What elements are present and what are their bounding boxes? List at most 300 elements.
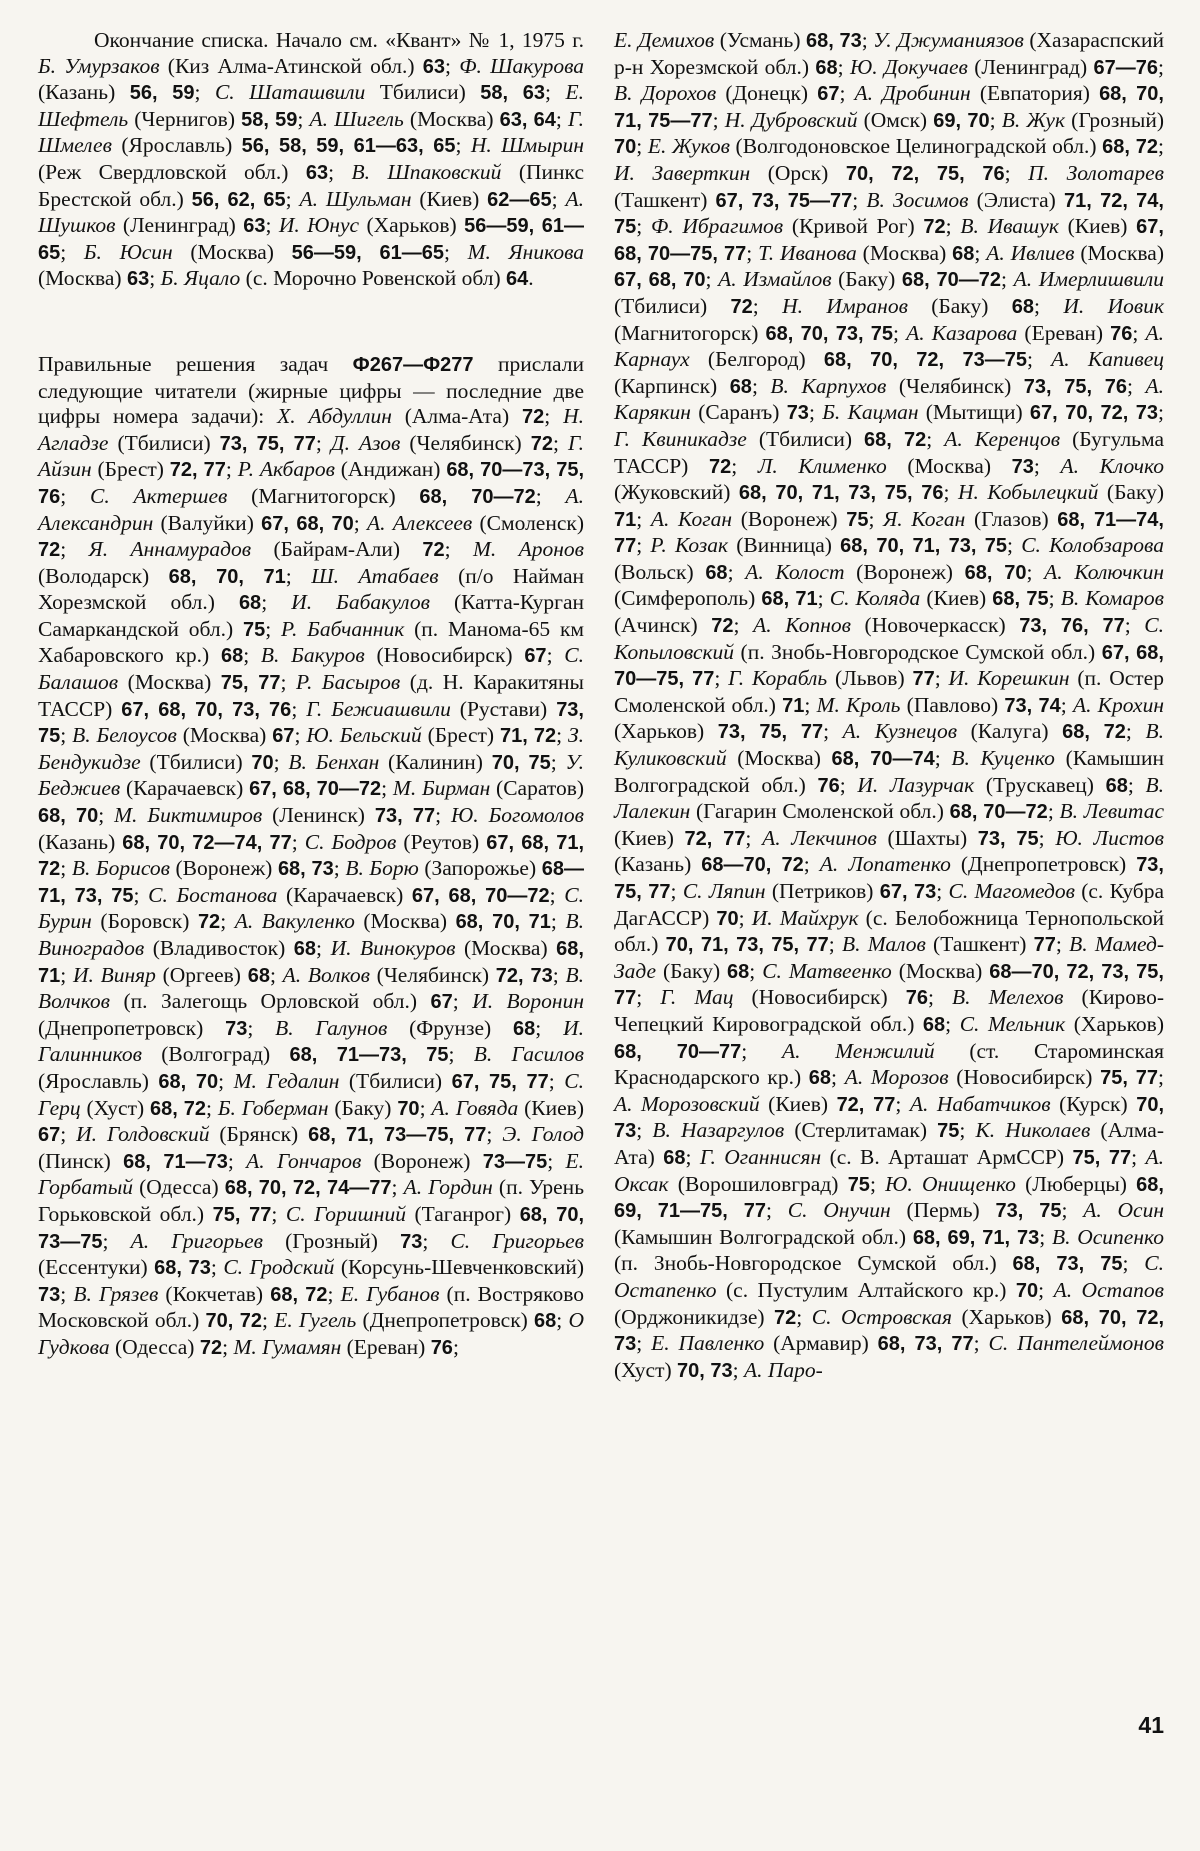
text-fragment: (Одесса) <box>133 1175 225 1200</box>
problem-numbers: 56, 58, 59, 61—63, 65 <box>241 135 456 158</box>
text-fragment: ; <box>280 670 297 695</box>
text-fragment: (Брест) <box>91 457 170 482</box>
text-fragment: (Белгород) <box>689 347 824 372</box>
text-fragment: ; <box>705 267 719 292</box>
text-fragment: (Орджоникидзе) <box>614 1304 775 1329</box>
text-fragment: (Москва) <box>1074 240 1164 265</box>
text-fragment: ; <box>751 373 771 398</box>
problem-numbers: 68, 70, 71 <box>168 565 286 588</box>
text-fragment: (Львов) <box>827 666 913 691</box>
text-fragment: ; <box>443 239 468 264</box>
correct-solutions-continued-paragraph <box>614 28 1164 1384</box>
text-fragment: ; <box>1033 293 1064 318</box>
text-fragment: ; <box>60 239 84 264</box>
text-fragment: (Запорожье) <box>418 856 542 881</box>
text-fragment: ; <box>1122 1251 1145 1276</box>
problem-numbers: 68 <box>808 1067 832 1090</box>
text-fragment: ; <box>1126 373 1146 398</box>
reader-name: В. Виноградов <box>38 909 584 960</box>
reader-name: Н. Имранов <box>782 293 908 318</box>
text-fragment: ; <box>535 1015 564 1040</box>
text-fragment: (Кривой Рог) <box>783 214 924 239</box>
text-fragment: ; <box>555 106 568 131</box>
reader-name: Г. Оганнисян <box>699 1144 822 1169</box>
problem-numbers: 68 <box>663 1146 686 1169</box>
problem-numbers: 63, 64 <box>499 108 556 131</box>
problem-numbers: 68, 70—72 <box>949 801 1048 824</box>
text-fragment: (Гагарин Смоленской обл.) <box>690 799 950 824</box>
text-fragment: ; <box>556 1308 569 1333</box>
problem-numbers: 67 <box>38 1124 61 1147</box>
text-fragment: (с. Белобожница Тернопольской обл.) <box>614 905 1164 957</box>
text-fragment: (Днепропетровск) <box>356 1308 535 1333</box>
text-fragment: (Владивосток) <box>144 936 294 960</box>
reader-name: Я. Аннамурадов <box>88 537 252 562</box>
problem-numbers: Ф267—Ф277 <box>352 353 474 376</box>
problem-numbers: 68, 70—73, 75, 76 <box>38 459 584 508</box>
problem-numbers: 68, 73 <box>154 1257 211 1280</box>
text-fragment: (Ворошиловград) <box>668 1171 848 1196</box>
text-fragment: . <box>528 266 534 291</box>
text-fragment: (Трускавец) <box>974 772 1106 797</box>
problem-numbers: 73 <box>38 1283 61 1306</box>
text-fragment: (Воронеж) <box>361 1148 483 1173</box>
text-fragment: ; <box>452 1334 459 1359</box>
text-fragment: ; <box>746 240 759 265</box>
text-fragment: (Ленинград) <box>115 213 244 238</box>
text-fragment: ; <box>435 803 452 828</box>
reader-name: А. Гордин <box>403 1175 493 1200</box>
problem-numbers: 56—59, 61—65 <box>38 215 584 264</box>
reader-name: В. Гасилов <box>473 1042 584 1067</box>
text-fragment: ; <box>102 1228 131 1253</box>
problem-numbers: 72 <box>422 539 445 562</box>
text-fragment: (Ессентуки) <box>38 1255 155 1280</box>
problem-numbers: 67—76 <box>1093 56 1158 79</box>
text-fragment: ; <box>206 1095 218 1120</box>
text-fragment: ; <box>1048 586 1061 611</box>
text-fragment: (Харьков) <box>614 719 718 744</box>
problem-numbers: 75, 77 <box>1072 1146 1132 1169</box>
text-fragment: (Калинин) <box>379 749 492 774</box>
reader-name: Н. Шмырин <box>470 133 584 158</box>
reader-name: В. Шпаковский <box>351 159 502 184</box>
text-fragment: ; <box>194 80 215 105</box>
problem-numbers: 76 <box>1110 322 1133 345</box>
text-fragment: ; <box>552 962 566 987</box>
text-fragment: (Ленинск) <box>262 803 375 828</box>
reader-name: П. Золотарев <box>1028 160 1164 185</box>
reader-name: А. Набатчиков <box>909 1091 1051 1116</box>
problem-numbers: 70, 73 <box>677 1359 733 1382</box>
problem-numbers: 68, 70, 73, 75 <box>765 322 894 345</box>
correct-solutions-paragraph <box>38 352 584 1362</box>
problem-numbers: 73, 76, 77 <box>1019 615 1125 638</box>
text-fragment: (с. Морочно Ровенской обл) <box>240 266 507 291</box>
text-fragment: ; <box>60 537 89 562</box>
text-fragment: (Смоленск) <box>472 510 585 535</box>
text-fragment: ; <box>285 563 312 588</box>
text-fragment: (Москва) <box>38 266 127 291</box>
text-fragment: (Казань) <box>38 829 123 854</box>
reader-name: С. Григорьев <box>450 1228 584 1253</box>
text-fragment: (Новосибирск) <box>948 1065 1101 1090</box>
text-fragment: (Новочеркасск) <box>850 613 1020 638</box>
problem-numbers: 68 <box>952 242 975 265</box>
text-fragment: (Тбилиси) <box>140 749 252 774</box>
journal-page <box>38 28 1164 1818</box>
problem-numbers: 70 <box>251 751 274 774</box>
text-fragment: (Павлово) <box>900 692 1005 717</box>
problem-numbers: 76 <box>905 987 928 1010</box>
text-fragment: (Ярославль) <box>38 1068 159 1093</box>
problem-numbers: 70, 75 <box>491 751 551 774</box>
text-fragment: (Ереван) <box>1017 320 1111 345</box>
reader-name: И. Бабакулов <box>291 590 430 615</box>
problem-numbers: 68 <box>247 964 270 987</box>
text-fragment: ; <box>455 133 471 158</box>
text-fragment: (Воронеж) <box>844 559 965 584</box>
text-fragment: (Ачинск) <box>614 613 712 638</box>
text-fragment: ; <box>220 909 235 934</box>
problem-numbers: 67, 68, 70 <box>614 269 706 292</box>
reader-name: Л. Клименко <box>757 453 887 478</box>
problem-numbers: 75 <box>847 1173 870 1196</box>
reader-name: А. Дробинин <box>854 81 971 106</box>
right-column <box>614 28 1164 1384</box>
problem-numbers: 67, 70, 72, 73 <box>1029 402 1159 425</box>
text-fragment: (Таганрог) <box>405 1201 520 1226</box>
reader-name: Р. Козак <box>650 533 729 558</box>
text-fragment: (Волгодоновское Целиноградской обл.) <box>729 134 1103 159</box>
reader-name: Ю. Листов <box>1055 825 1164 850</box>
text-fragment: (Москва) <box>176 723 273 748</box>
text-fragment: ; <box>945 214 961 239</box>
reader-name: В. Назаргулов <box>652 1118 785 1143</box>
text-fragment: (д. Н. Каракитяны ТАССР) <box>38 670 584 721</box>
problem-numbers: 72 <box>711 615 734 638</box>
problem-numbers: 68—70, 72, 73, 75, 77 <box>614 960 1164 1010</box>
text-fragment: ; <box>927 985 953 1010</box>
problem-numbers: 62—65 <box>487 188 552 211</box>
problem-numbers: 56—59, 61—65 <box>291 241 444 264</box>
problem-numbers: 70 <box>1015 1279 1039 1302</box>
text-fragment: ; <box>448 1042 474 1067</box>
reader-name: И. Голдовский <box>76 1122 210 1147</box>
problem-numbers: 72, 77 <box>836 1093 896 1116</box>
problem-numbers: 72 <box>199 1336 223 1359</box>
text-fragment: ; <box>327 1281 341 1306</box>
reader-name: В. Комаров <box>1060 586 1164 611</box>
text-fragment: ; <box>546 643 565 668</box>
text-fragment: ; <box>831 1065 845 1090</box>
problem-numbers: 73, 75, 76 <box>1023 375 1127 398</box>
problem-numbers: 63 <box>243 215 266 238</box>
text-fragment: ; <box>60 1281 74 1306</box>
reader-name: В. Лалекин <box>614 772 1164 824</box>
text-fragment: ; <box>547 1148 566 1173</box>
reader-name: А. Остапов <box>1053 1277 1164 1302</box>
text-fragment: (Киев) <box>759 1091 837 1116</box>
reader-name: А. Паро- <box>744 1357 823 1382</box>
reader-name: Е. Демихов <box>614 28 715 52</box>
text-fragment: ; <box>1026 559 1045 584</box>
reader-name: С. Онучин <box>787 1198 891 1223</box>
text-fragment: (Москва) <box>726 746 832 771</box>
text-fragment: (Москва) <box>455 936 557 960</box>
page-number: 41 <box>1138 1712 1164 1738</box>
text-fragment: (Брест) <box>421 723 500 748</box>
text-fragment: ; <box>149 266 161 291</box>
reader-name: А. Ивлиев <box>986 240 1075 265</box>
problem-numbers: 67 <box>430 991 453 1014</box>
problem-numbers: 68, 72 <box>864 428 927 451</box>
text-fragment: ; <box>1158 54 1164 79</box>
problem-numbers: 68, 75 <box>992 588 1049 611</box>
text-fragment: ; <box>934 746 952 771</box>
text-fragment: ; <box>60 856 72 881</box>
text-fragment: ; <box>273 749 289 774</box>
problem-numbers: 67, 68, 70—72 <box>249 778 382 801</box>
problem-numbers: 68, 71—74, 77 <box>614 508 1164 558</box>
problem-numbers: 73 <box>786 402 809 425</box>
reader-name: С. Пантелеймонов <box>988 1331 1164 1356</box>
reader-name: А. Оксак <box>614 1144 1164 1196</box>
reader-name: Р. Акбаров <box>237 457 335 482</box>
problem-numbers: 68, 70, 72, 74—77 <box>224 1177 392 1200</box>
text-fragment: ; <box>738 905 752 930</box>
text-fragment: (Киев) <box>614 825 685 850</box>
text-fragment: (Киев) <box>411 186 488 211</box>
problem-numbers: 68, 73 <box>277 858 334 881</box>
text-fragment: ; <box>804 692 817 717</box>
text-fragment: (п. Знобь-Новгородское Сумской обл.) <box>614 1251 1013 1276</box>
text-fragment: ; <box>823 719 843 744</box>
text-fragment: (Пинск) <box>38 1148 124 1173</box>
problem-numbers: 70 <box>614 136 637 159</box>
reader-name: Б. Яцало <box>160 266 241 291</box>
problem-numbers: 68 <box>729 375 752 398</box>
text-fragment: (Тбилиси) <box>614 293 731 318</box>
reader-name: С. Матвеенко <box>762 958 892 983</box>
text-fragment: (Жуковский) <box>614 480 739 505</box>
problem-numbers: 68 <box>922 1013 946 1036</box>
problem-numbers: 76 <box>817 774 840 797</box>
reader-name: Е. Губанов <box>340 1281 440 1306</box>
reader-name: С. Остапенко <box>614 1251 1165 1302</box>
problem-numbers: 67, 68, 70—72 <box>411 884 550 907</box>
reader-name: С. Магомедов <box>948 879 1075 903</box>
text-fragment: ; <box>247 1015 276 1040</box>
problem-numbers: 71, 72 <box>499 725 557 748</box>
reader-name: Ф. Ибрагимов <box>650 214 784 239</box>
problem-numbers: 68 <box>1105 774 1128 797</box>
text-fragment: (Баку) <box>328 1095 398 1120</box>
reader-name: А. Шульман <box>299 186 412 211</box>
problem-numbers: 68, 70, 72—74, 77 <box>122 831 292 854</box>
text-fragment: (Элиста) <box>968 187 1064 212</box>
reader-name: И. Виняр <box>72 962 156 987</box>
reader-name: С. Островская <box>811 1304 952 1329</box>
text-fragment: ; <box>316 936 331 960</box>
text-fragment: ; <box>808 400 823 425</box>
problem-numbers: 68 <box>705 561 728 584</box>
text-fragment: ; <box>60 723 73 748</box>
reader-name: В. Карпухов <box>770 373 887 398</box>
reader-name: А. Алексеев <box>367 510 473 535</box>
reader-name: С. Бодров <box>304 829 397 854</box>
reader-name: Е. Гугель <box>274 1308 357 1333</box>
text-fragment: ; <box>936 879 949 903</box>
problem-numbers: 68—71, 73, 75 <box>38 858 584 907</box>
problem-numbers: 56, 62, 65 <box>191 188 286 211</box>
problem-numbers: 68, 73, 75 <box>1012 1253 1123 1276</box>
problem-numbers: 68, 70, 71, 75—77 <box>614 83 1164 132</box>
problem-numbers: 72 <box>521 406 545 429</box>
reader-name: Е. Павленко <box>651 1331 765 1356</box>
text-fragment: ; <box>749 958 763 983</box>
problem-numbers: 68, 69, 71—75, 77 <box>614 1173 1164 1223</box>
reader-name: С. Актершев <box>90 483 228 508</box>
text-fragment: ; <box>731 453 758 478</box>
reader-name: А. Гончаров <box>246 1148 362 1173</box>
text-fragment: (Киев) <box>518 1095 584 1120</box>
text-fragment: (Винница) <box>728 533 841 558</box>
text-fragment: (Москва) <box>856 240 953 265</box>
reader-name: Б. Кацман <box>822 400 919 425</box>
reader-name: А. Карякин <box>614 373 1164 425</box>
text-fragment: ; <box>1131 1144 1146 1169</box>
problem-numbers: 72 <box>530 432 553 455</box>
problem-numbers: 56, 59 <box>129 82 195 105</box>
reader-name: М. Гедалин <box>233 1068 340 1093</box>
text-fragment: (Реж Свердловской обл.) <box>38 159 306 184</box>
problem-numbers: 73 <box>400 1230 423 1253</box>
problem-numbers: 68, 73, 77 <box>877 1333 974 1356</box>
text-fragment: (Грозный) <box>262 1228 401 1253</box>
text-fragment: ; <box>1132 320 1146 345</box>
reader-name: И. Воронин <box>472 989 584 1014</box>
text-fragment: (Баку) <box>656 958 728 983</box>
text-fragment: ; <box>353 510 368 535</box>
text-fragment: (Алма-Ата) <box>614 1118 1164 1169</box>
reader-name: В. Дорохов <box>614 81 717 106</box>
reader-name: С. Горишний <box>285 1201 406 1226</box>
text-fragment: (Карпинск) <box>614 373 730 398</box>
reader-name: Т. Иванова <box>758 240 857 265</box>
text-fragment: (Андижан) <box>334 457 447 482</box>
text-fragment: (Боровск) <box>91 909 198 934</box>
problem-numbers: 76 <box>430 1336 453 1359</box>
problem-numbers: 67, 73, 75—77 <box>715 189 853 212</box>
text-fragment: ; <box>445 53 460 78</box>
reader-name: В. Галунов <box>275 1015 388 1040</box>
reader-name: С. Ляпин <box>682 879 766 903</box>
text-fragment: (Люберцы) <box>1015 1171 1137 1196</box>
text-fragment: (Москва) <box>354 909 456 934</box>
text-fragment: (Чернигов) <box>128 106 242 131</box>
text-fragment: (Москва) <box>118 670 221 695</box>
reader-name: И. Иовик <box>1063 293 1165 318</box>
text-fragment: (п. Урень Горьковской обл.) <box>38 1175 584 1226</box>
reader-name: У. Джуманиязов <box>873 28 1024 52</box>
problem-numbers: 73, 75 <box>38 698 584 748</box>
reader-name: В. Мелехов <box>952 985 1064 1010</box>
problem-numbers: 68 <box>1011 295 1034 318</box>
text-fragment: (Казань) <box>614 852 702 877</box>
reader-name: С. Бостанова <box>148 882 278 907</box>
text-fragment: ; <box>714 666 729 691</box>
problem-numbers: 72 <box>197 911 221 934</box>
problem-numbers: 68, 72 <box>270 1283 328 1306</box>
reader-name: И. Заверткин <box>614 160 751 185</box>
problem-numbers: 63 <box>305 161 329 184</box>
problem-numbers: 67, 68, 70, 73, 76 <box>121 698 292 721</box>
problem-numbers: 68, 71 <box>38 938 584 987</box>
text-fragment: ; <box>803 852 820 877</box>
text-fragment: (Мытищи) <box>918 400 1030 425</box>
text-fragment: ; <box>943 480 958 505</box>
text-fragment: ; <box>839 81 855 106</box>
text-fragment: ; <box>895 1091 910 1116</box>
problem-numbers: 73 <box>225 1017 248 1040</box>
text-fragment: (Баку) <box>831 267 902 292</box>
reader-name: М. Аронов <box>472 537 584 562</box>
reader-name: Р. Басыров <box>296 670 401 695</box>
text-fragment: (Пинкс Брестской обл.) <box>38 159 584 211</box>
text-fragment: (Оргеев) <box>155 962 248 987</box>
text-fragment: (Челябинск) <box>886 373 1024 398</box>
text-fragment: (Днепропетровск) <box>950 852 1137 877</box>
problem-numbers: 75, 77 <box>212 1203 272 1226</box>
problem-numbers: 73, 75, 77 <box>614 854 1164 903</box>
text-fragment: ; <box>381 776 393 801</box>
text-fragment: ; <box>550 909 566 934</box>
problem-numbers: 68, 72 <box>149 1097 207 1120</box>
text-fragment: ; <box>265 213 279 238</box>
text-fragment: (Ереван) <box>341 1334 431 1359</box>
text-fragment: ; <box>452 989 473 1014</box>
text-fragment: ; <box>934 666 949 691</box>
text-fragment: ; <box>959 1118 976 1143</box>
reader-name: М. Бирман <box>392 776 491 801</box>
text-fragment: (Киз Алма-Атинской обл.) <box>159 53 423 78</box>
text-fragment: (Баку) <box>907 293 1012 318</box>
text-fragment: (Симферополь) <box>614 586 762 611</box>
reader-name: С. Коляда <box>829 586 921 611</box>
problem-numbers: 72 <box>923 216 946 239</box>
problem-numbers: 67 <box>817 83 840 106</box>
reader-name: В. Бенхан <box>288 749 380 774</box>
reader-name: А. Коган <box>650 506 733 531</box>
text-fragment: ; <box>1039 1224 1052 1249</box>
text-fragment: ; <box>1007 533 1022 558</box>
reader-name: В. Белоусов <box>72 723 177 748</box>
text-fragment: (Воронеж) <box>732 506 847 531</box>
reader-name: А. Волков <box>282 962 370 987</box>
problem-numbers: 68, 69, 71, 73 <box>912 1226 1040 1249</box>
text-fragment: (Валуйки) <box>153 510 262 535</box>
problem-numbers: 68 <box>293 938 317 960</box>
problem-numbers: 68—70, 72 <box>701 854 804 877</box>
problem-numbers: 68, 70, 71 <box>455 911 551 934</box>
reader-name: С. Мельник <box>959 1011 1066 1036</box>
text-fragment: ; <box>60 1122 77 1147</box>
text-fragment: (Евпатория) <box>970 81 1100 106</box>
text-fragment: ; <box>444 537 473 562</box>
text-fragment: прислали следующие читатели (жирные цифры — последние две цифры номера задачи): <box>38 351 584 429</box>
text-fragment: ; <box>222 1334 234 1359</box>
